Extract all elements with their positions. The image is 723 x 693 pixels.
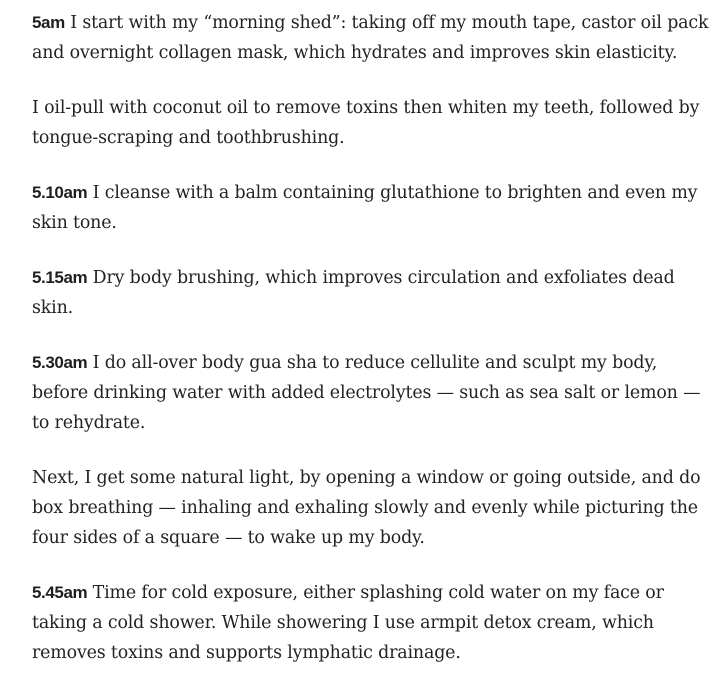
paragraph-530am xyxy=(32,348,712,438)
paragraph-text: I oil-pull with coconut oil to remove toxins then whiten my teeth, followed by tongue-scraping and toothbrushing. xyxy=(32,98,700,148)
paragraph-text: Dry body brushing, which improves circulation and exfoliates dead skin. xyxy=(32,268,675,318)
paragraph-545am xyxy=(32,578,712,668)
paragraph-text: I cleanse with a balm containing glutathione to brighten and even my skin tone. xyxy=(32,183,698,233)
article-body xyxy=(32,8,712,693)
time-label: 5.10am xyxy=(32,183,88,202)
paragraph-natural-light xyxy=(32,463,712,553)
time-label: 5.30am xyxy=(32,353,88,372)
paragraph-5am xyxy=(32,8,712,68)
time-label: 5.15am xyxy=(32,268,88,287)
paragraph-oil-pull xyxy=(32,93,712,153)
paragraph-text: I do all-over body gua sha to reduce cellulite and sculpt my body, before drinking water with added electrolytes — such as sea salt or lemon — to rehydrate. xyxy=(32,353,701,433)
paragraph-515am xyxy=(32,263,712,323)
paragraph-text: Next, I get some natural light, by opening a window or going outside, and do box breathing — inhaling and exhaling slowly and evenly while picturing the four sides of a square — to wake up my body. xyxy=(32,468,701,548)
paragraph-text: Time for cold exposure, either splashing cold water on my face or taking a cold shower. While showering I use armpit detox cream, which removes toxins and supports lymphatic drainage. xyxy=(32,583,664,663)
paragraph-510am xyxy=(32,178,712,238)
time-label: 5am xyxy=(32,13,65,32)
paragraph-text: I start with my “morning shed”: taking off my mouth tape, castor oil pack and overnight collagen mask, which hydrates and improves skin elasticity. xyxy=(32,13,709,63)
time-label: 5.45am xyxy=(32,583,88,602)
